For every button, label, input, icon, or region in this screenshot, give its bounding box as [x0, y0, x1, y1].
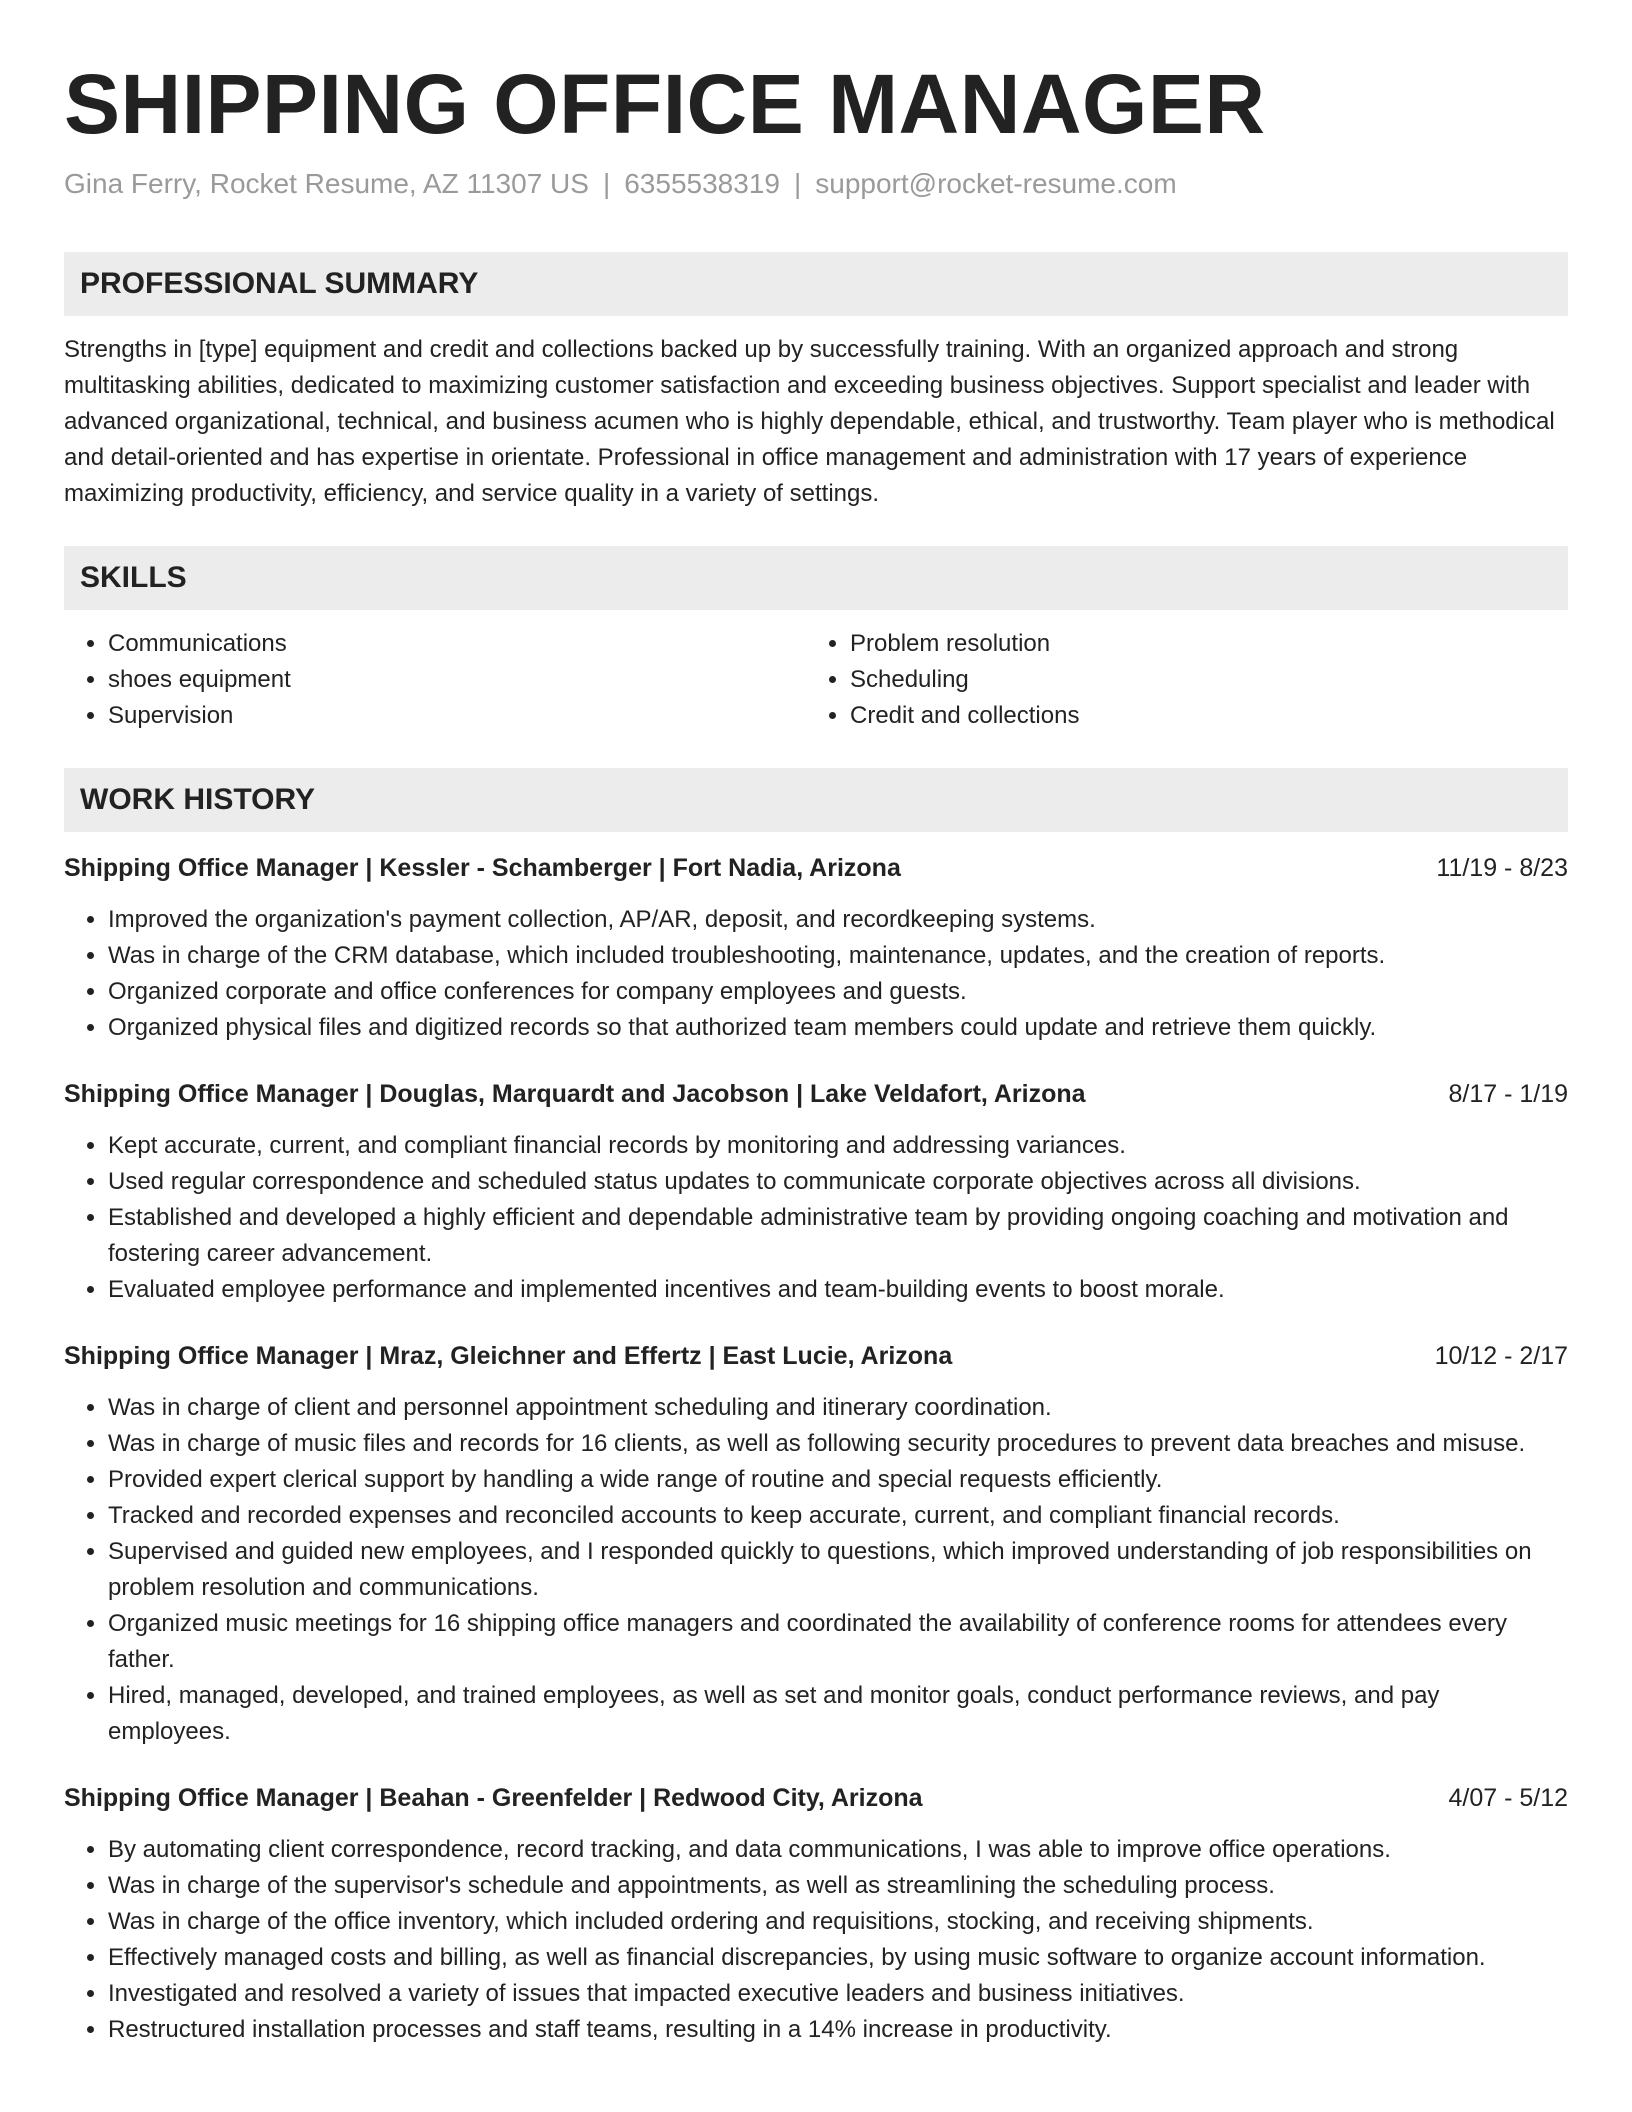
skill-item: • Problem resolution	[850, 626, 1568, 662]
skill-item: • Scheduling	[850, 662, 1568, 698]
skill-item: • shoes equipment	[108, 662, 806, 698]
job-bullets	[64, 1832, 1568, 2048]
job-entry	[64, 1338, 1568, 1750]
job-dates: 8/17 - 1/19	[1448, 1080, 1568, 1108]
job-bullet: • Was in charge of client and personnel appointment scheduling and itinerary coordination.	[108, 1390, 1568, 1426]
job-bullet: • By automating client correspondence, record tracking, and data communications, I was able to improve office operations.	[108, 1832, 1568, 1868]
resume-title: SHIPPING OFFICE MANAGER	[64, 57, 1266, 151]
job-bullet: • Was in charge of the office inventory, which included ordering and requisitions, stocking, and receiving shipments.	[108, 1904, 1568, 1940]
job-title: Shipping Office Manager | Kessler - Schamberger | Fort Nadia, Arizona	[64, 854, 901, 882]
job-header	[64, 850, 1568, 886]
skills-list	[64, 626, 1568, 734]
job-entry	[64, 850, 1568, 1046]
summary-text: Strengths in [type] equipment and credit and collections backed up by successfully training. With an organized approach and strong multitasking abilities, dedicated to maximizing customer satisfaction and exceeding business objectives. Support specialist and leader with advanced organizational, technical, and business acumen who is highly dependable, ethical, and trustworthy. Team player who is methodical and detail-oriented and has expertise in orientate. Professional in office management and administration with 17 years of experience maximizing productivity, efficiency, and service quality in a variety of settings.	[64, 336, 1555, 507]
job-header	[64, 1780, 1568, 1816]
job-bullet: • Supervised and guided new employees, and I responded quickly to questions, which improved understanding of job responsibilities on problem resolution and communications.	[108, 1534, 1568, 1606]
job-bullets	[64, 902, 1568, 1046]
job-bullet: • Effectively managed costs and billing, as well as financial discrepancies, by using music software to organize account information.	[108, 1940, 1568, 1976]
contact-line	[64, 166, 1568, 202]
section-header-skills: SKILLS	[64, 546, 1568, 610]
contact-email: support@rocket-resume.com	[815, 168, 1177, 199]
skills-column-right	[806, 626, 1568, 734]
contact-address: Gina Ferry, Rocket Resume, AZ 11307 US	[64, 168, 589, 199]
job-bullet: • Established and developed a highly efficient and dependable administrative team by providing ongoing coaching and motivation and fostering career advancement.	[108, 1200, 1568, 1272]
contact-phone: 6355538319	[624, 168, 780, 199]
job-bullet: • Used regular correspondence and scheduled status updates to communicate corporate objectives across all divisions.	[108, 1164, 1568, 1200]
skill-item: • Communications	[108, 626, 806, 662]
job-entry	[64, 1780, 1568, 2048]
contact-separator: |	[793, 168, 802, 199]
job-bullet: • Provided expert clerical support by handling a wide range of routine and special requests efficiently.	[108, 1462, 1568, 1498]
contact-separator: |	[602, 168, 611, 199]
job-bullet: • Tracked and recorded expenses and reconciled accounts to keep accurate, current, and compliant financial records.	[108, 1498, 1568, 1534]
job-bullet: • Hired, managed, developed, and trained employees, as well as set and monitor goals, conduct performance reviews, and pay employees.	[108, 1678, 1568, 1750]
job-header	[64, 1338, 1568, 1374]
skill-item: • Supervision	[108, 698, 806, 734]
job-bullet: • Organized physical files and digitized records so that authorized team members could update and retrieve them quickly.	[108, 1010, 1568, 1046]
job-dates: 4/07 - 5/12	[1448, 1784, 1568, 1812]
job-bullet: • Restructured installation processes and staff teams, resulting in a 14% increase in productivity.	[108, 2012, 1568, 2048]
job-title: Shipping Office Manager | Beahan - Greenfelder | Redwood City, Arizona	[64, 1784, 923, 1812]
job-bullet: • Investigated and resolved a variety of issues that impacted executive leaders and business initiatives.	[108, 1976, 1568, 2012]
job-bullet: • Was in charge of the supervisor's schedule and appointments, as well as streamlining the scheduling process.	[108, 1868, 1568, 1904]
section-header-work-history: WORK HISTORY	[64, 768, 1568, 832]
job-bullet: • Organized corporate and office conferences for company employees and guests.	[108, 974, 1568, 1010]
job-header	[64, 1076, 1568, 1112]
job-dates: 11/19 - 8/23	[1436, 854, 1568, 882]
job-bullet: • Was in charge of music files and records for 16 clients, as well as following security procedures to prevent data breaches and misuse.	[108, 1426, 1568, 1462]
job-entry	[64, 1076, 1568, 1308]
skills-column-left	[64, 626, 806, 734]
job-bullet: • Improved the organization's payment collection, AP/AR, deposit, and recordkeeping systems.	[108, 902, 1568, 938]
job-title: Shipping Office Manager | Douglas, Marquardt and Jacobson | Lake Veldafort, Arizona	[64, 1080, 1086, 1108]
job-dates: 10/12 - 2/17	[1434, 1342, 1568, 1370]
job-bullet: • Was in charge of the CRM database, which included troubleshooting, maintenance, updates, and the creation of reports.	[108, 938, 1568, 974]
job-bullet: • Kept accurate, current, and compliant financial records by monitoring and addressing variances.	[108, 1128, 1568, 1164]
job-title: Shipping Office Manager | Mraz, Gleichner and Effertz | East Lucie, Arizona	[64, 1342, 953, 1370]
job-bullet: • Organized music meetings for 16 shipping office managers and coordinated the availability of conference rooms for attendees every father.	[108, 1606, 1568, 1678]
job-bullets	[64, 1128, 1568, 1308]
skill-item: • Credit and collections	[850, 698, 1568, 734]
job-bullets	[64, 1390, 1568, 1750]
section-header-summary: PROFESSIONAL SUMMARY	[64, 252, 1568, 316]
job-bullet: • Evaluated employee performance and implemented incentives and team-building events to boost morale.	[108, 1272, 1568, 1308]
